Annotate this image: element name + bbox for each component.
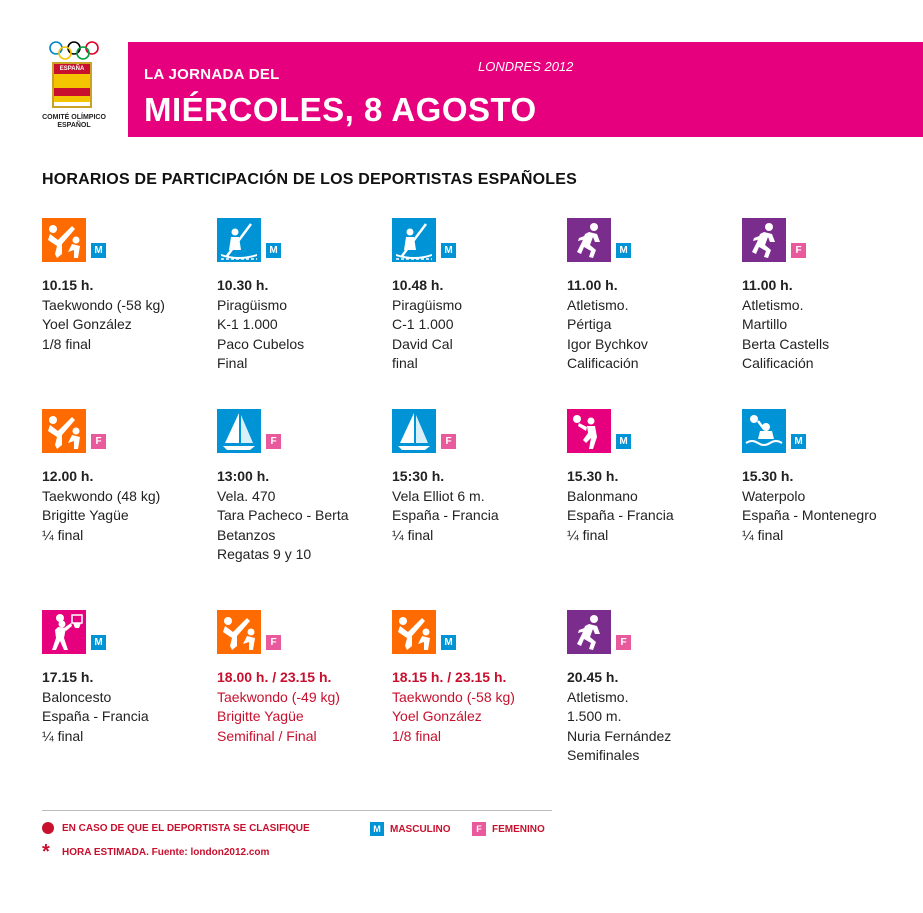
event-line-1: Atletismo. xyxy=(742,296,804,313)
spain-shield xyxy=(52,62,92,108)
event-time: 15:30 h. xyxy=(392,468,445,484)
event-line-1: Piragüismo xyxy=(392,296,463,313)
event-line-1: Balonmano xyxy=(567,487,638,504)
event-icons xyxy=(217,218,392,262)
event-card xyxy=(567,218,742,374)
event-line-2: 1.500 m. xyxy=(567,708,622,724)
gender-badge: M xyxy=(616,243,631,258)
event-line-3: Paco Cubelos xyxy=(217,335,305,352)
event-card xyxy=(392,610,567,746)
event-line-4: Final xyxy=(217,355,248,371)
canoe-icon xyxy=(217,218,261,262)
taekwondo-icon xyxy=(217,610,261,654)
water-polo-icon xyxy=(742,409,786,453)
event-icons xyxy=(742,409,917,453)
event-icons xyxy=(742,218,917,262)
event-line-1: Baloncesto xyxy=(42,688,112,705)
header-pretitle: LA JORNADA DEL xyxy=(144,66,280,83)
legend-male: M MASCULINO xyxy=(370,822,451,836)
basketball-icon xyxy=(42,610,86,654)
event-card xyxy=(567,610,742,766)
header-title: MIÉRCOLES, 8 AGOSTO xyxy=(144,91,537,128)
event-icons xyxy=(42,409,217,453)
event-line-3: ¼ final xyxy=(392,526,434,543)
event-line-2: C-1 1.000 xyxy=(392,316,454,332)
event-time: 20.45 h. xyxy=(567,669,619,685)
logo-caption: COMITÉ OLÍMPICO ESPAÑOL xyxy=(42,114,106,129)
event-line-2: Martillo xyxy=(742,316,788,332)
event-line-2: España - Francia xyxy=(392,507,499,523)
event-time: 17.15 h. xyxy=(42,669,94,685)
gender-badge: M xyxy=(616,434,631,449)
gender-badge: F xyxy=(91,434,106,449)
female-badge-icon: F xyxy=(472,822,486,836)
event-line-1: Piragüismo xyxy=(217,296,288,313)
event-time: 15.30 h. xyxy=(567,468,619,484)
handball-icon xyxy=(567,409,611,453)
legend-divider xyxy=(42,810,552,811)
event-line-2: K-1 1.000 xyxy=(217,316,278,332)
taekwondo-icon xyxy=(42,218,86,262)
legend-female: F FEMENINO xyxy=(472,822,545,836)
header-edition: LONDRES 2012 xyxy=(478,59,574,74)
event-line-1: Vela. 470 xyxy=(217,487,276,504)
event-line-3: ¼ final xyxy=(42,727,84,744)
sailing-icon xyxy=(392,409,436,453)
event-line-3: 1/8 final xyxy=(392,727,442,744)
gender-badge: F xyxy=(616,635,631,650)
event-line-2: España - Francia xyxy=(567,507,674,523)
event-line-3: Igor Bychkov xyxy=(567,335,648,352)
event-card xyxy=(217,409,392,565)
shield-text: ESPAÑA xyxy=(54,64,90,74)
event-line-2: Brigitte Yagüe xyxy=(42,507,129,523)
event-line-3: ¼ final xyxy=(42,526,84,543)
event-line-1: Taekwondo (48 kg) xyxy=(42,487,161,504)
legend-estimated: * HORA ESTIMADA. Fuente: london2012.com xyxy=(42,841,270,863)
event-line-3: ¼ final xyxy=(742,526,784,543)
gender-badge: F xyxy=(791,243,806,258)
event-line-1: Atletismo. xyxy=(567,688,629,705)
event-card xyxy=(742,409,917,545)
event-line-2: Pértiga xyxy=(567,316,612,332)
gender-badge: F xyxy=(441,434,456,449)
gender-badge: M xyxy=(791,434,806,449)
event-line-3: ¼ final xyxy=(567,526,609,543)
athletics-icon xyxy=(567,218,611,262)
event-card xyxy=(567,409,742,545)
event-line-4: final xyxy=(392,355,418,371)
event-icons xyxy=(42,610,217,654)
event-line-2: Yoel González xyxy=(42,316,132,332)
event-line-3: Semifinal / Final xyxy=(217,727,317,744)
event-card xyxy=(742,218,917,374)
event-icons xyxy=(392,409,567,453)
event-line-4: Semifinales xyxy=(567,747,640,763)
event-icons xyxy=(567,218,742,262)
event-line-4: Calificación xyxy=(742,355,814,371)
event-line-2: Tara Pacheco - Berta xyxy=(217,507,349,523)
legend-qualify: EN CASO DE QUE EL DEPORTISTA SE CLASIFIQUE xyxy=(42,822,310,834)
event-card xyxy=(392,409,567,545)
gender-badge: M xyxy=(91,635,106,650)
event-line-2: España - Francia xyxy=(42,708,149,724)
event-time: 15.30 h. xyxy=(742,468,794,484)
event-line-3: 1/8 final xyxy=(42,335,92,352)
event-line-2: Brigitte Yagüe xyxy=(217,708,304,724)
event-icons xyxy=(42,218,217,262)
event-line-3: Betanzos xyxy=(217,526,276,543)
event-line-2: España - Montenegro xyxy=(742,507,877,523)
olympic-rings-icon xyxy=(48,40,100,60)
asterisk-icon: * xyxy=(42,841,50,863)
event-time: 18.00 h. / 23.15 h. xyxy=(217,669,332,685)
event-line-4: Regatas 9 y 10 xyxy=(217,546,312,562)
event-time: 10.48 h. xyxy=(392,277,444,293)
coe-logo xyxy=(44,40,104,140)
event-icons xyxy=(392,218,567,262)
event-time: 10.30 h. xyxy=(217,277,269,293)
sailing-icon xyxy=(217,409,261,453)
taekwondo-icon xyxy=(392,610,436,654)
event-time: 10.15 h. xyxy=(42,277,94,293)
gender-badge: M xyxy=(441,635,456,650)
event-card xyxy=(217,218,392,374)
gender-badge: M xyxy=(441,243,456,258)
red-dot-icon xyxy=(42,822,54,834)
event-card xyxy=(217,610,392,746)
event-card xyxy=(392,218,567,374)
event-line-3: David Cal xyxy=(392,335,453,352)
event-icons xyxy=(217,610,392,654)
taekwondo-icon xyxy=(42,409,86,453)
event-time: 11.00 h. xyxy=(567,277,618,293)
event-card xyxy=(42,218,217,354)
gender-badge: F xyxy=(266,434,281,449)
event-time: 13:00 h. xyxy=(217,468,270,484)
event-line-1: Taekwondo (-58 kg) xyxy=(42,296,165,313)
header-banner xyxy=(128,42,923,137)
gender-badge: M xyxy=(266,243,281,258)
event-icons xyxy=(217,409,392,453)
gender-badge: F xyxy=(266,635,281,650)
event-line-3: Berta Castells xyxy=(742,335,830,352)
event-line-1: Atletismo. xyxy=(567,296,629,313)
event-icons xyxy=(567,409,742,453)
event-time: 18.15 h. / 23.15 h. xyxy=(392,669,507,685)
gender-badge: M xyxy=(91,243,106,258)
athletics-icon xyxy=(742,218,786,262)
event-icons xyxy=(567,610,742,654)
event-line-2: Yoel González xyxy=(392,708,482,724)
event-line-1: Vela Elliot 6 m. xyxy=(392,487,485,504)
athletics-icon xyxy=(567,610,611,654)
event-line-1: Taekwondo (-58 kg) xyxy=(392,688,515,705)
event-card xyxy=(42,409,217,545)
event-card xyxy=(42,610,217,746)
event-line-4: Calificación xyxy=(567,355,639,371)
event-icons xyxy=(392,610,567,654)
event-line-1: Taekwondo (-49 kg) xyxy=(217,688,340,705)
male-badge-icon: M xyxy=(370,822,384,836)
event-time: 11.00 h. xyxy=(742,277,793,293)
event-time: 12.00 h. xyxy=(42,468,94,484)
event-line-1: Waterpolo xyxy=(742,487,806,504)
event-line-3: Nuria Fernández xyxy=(567,727,672,744)
canoe-icon xyxy=(392,218,436,262)
section-title: HORARIOS DE PARTICIPACIÓN DE LOS DEPORTISTAS ESPAÑOLES xyxy=(42,171,577,188)
